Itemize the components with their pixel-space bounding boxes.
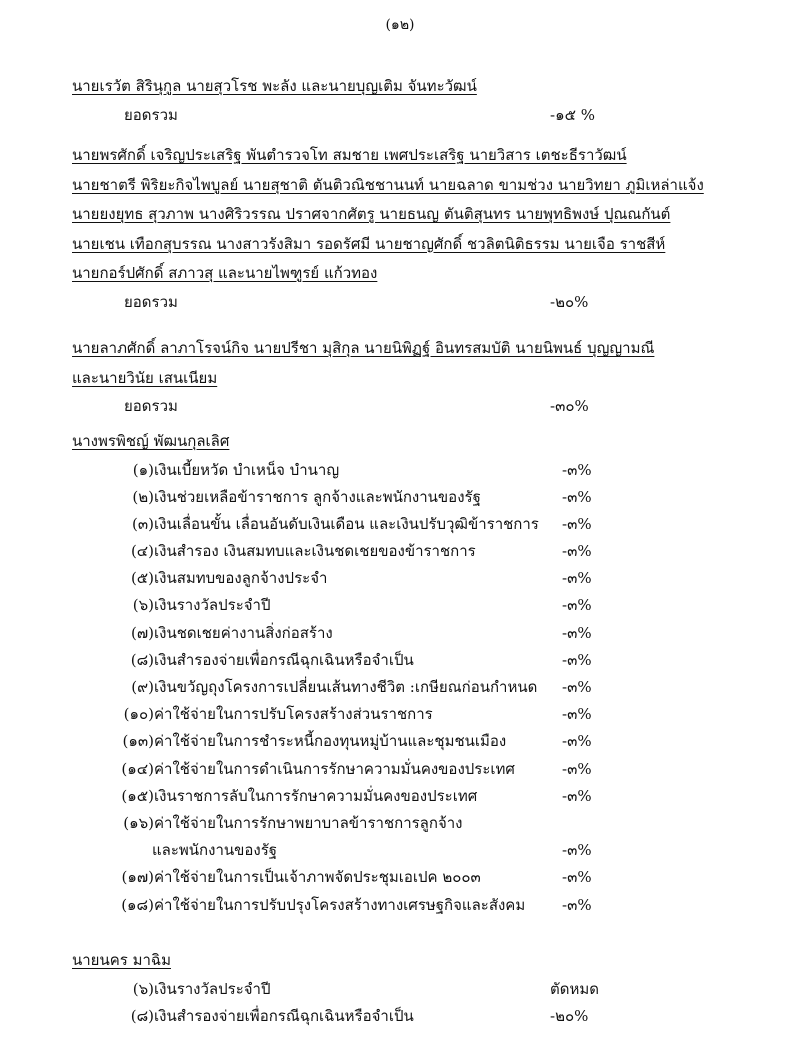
item-text: เงินสำรองจ่ายเพื่อกรณีฉุกเฉินหรือจำเป็น	[154, 1006, 414, 1025]
person-5-section	[72, 946, 672, 1030]
item-text: ค่าใช้จ่ายในการชำระหนี้กองทุนหมู่บ้านและชุมชนเมือง	[154, 732, 507, 751]
item-number: (๕)	[130, 569, 154, 588]
item-value: -๓%	[562, 542, 592, 561]
budget-item	[72, 864, 672, 891]
budget-item	[72, 674, 672, 701]
item-value: -๓%	[562, 705, 592, 724]
budget-item	[72, 783, 672, 810]
total-label: ยอดรวม	[124, 397, 178, 415]
item-value: -๓%	[562, 868, 592, 887]
total-value: -๑๕ %	[550, 105, 595, 124]
item-number: (๑)	[132, 460, 154, 479]
item-value: -๓%	[562, 650, 592, 669]
budget-item	[72, 728, 672, 755]
name-line: นายกอร์ปศักดิ์ สภาวสุ และนายไพฑูรย์ แก้วทอง	[72, 264, 378, 282]
item-number: (๑๘)	[121, 895, 154, 914]
item-value: -๓%	[562, 569, 592, 588]
name-line: นายชาตรี พิริยะกิจไพบูลย์ นายสุชาติ ตันติวณิชชานนท์ นายฉลาด ขามช่วง นายวิทยา ภูมิเหล่าแจ้ง	[72, 175, 704, 194]
budget-item	[72, 810, 672, 837]
budget-item	[72, 620, 672, 647]
item-value: ตัดหมด	[550, 979, 599, 998]
item-text: เงินขวัญถุงโครงการเปลี่ยนเส้นทางชีวิต :เกษียณก่อนกำหนด	[154, 678, 538, 696]
item-text: ค่าใช้จ่ายในการเป็นเจ้าภาพจัดประชุมเอเปค ๒๐๐๓	[154, 868, 481, 887]
item-text: ค่าใช้จ่ายในการดำเนินการรักษาความมั่นคงของประเทศ	[154, 759, 515, 778]
group-2	[72, 141, 704, 316]
item-text: เงินชดเชยค่างานสิ่งก่อสร้าง	[154, 623, 333, 642]
name-line: นายเชน เทือกสุบรรณ นางสาวรังสิมา รอดรัศมี นายชาญศักดิ์ ชวลิตนิติธรรม นายเจือ ราชสีห์	[72, 234, 666, 253]
item-value: -๓%	[562, 596, 592, 615]
group-1-names	[72, 72, 672, 102]
budget-item-continuation	[72, 837, 672, 864]
item-value: -๒๐%	[550, 1006, 589, 1025]
item-value: -๓%	[562, 460, 592, 479]
budget-item	[72, 976, 672, 1003]
item-text: เงินสมทบของลูกจ้างประจำ	[154, 569, 328, 588]
budget-item	[72, 892, 672, 919]
item-number: (๗)	[131, 623, 154, 642]
item-number: (๑๓)	[122, 732, 154, 751]
item-text: เงินรางวัลประจำปี	[154, 596, 271, 615]
item-text: เงินสำรอง เงินสมทบและเงินชดเชยของข้าราชการ	[154, 542, 476, 561]
budget-item	[72, 592, 672, 619]
item-value: -๓%	[562, 678, 592, 696]
name-line: และนายวินัย เสนเนียม	[72, 368, 218, 387]
total-label: ยอดรวม	[124, 292, 178, 311]
group-3-total-row	[72, 393, 672, 420]
budget-item	[72, 701, 672, 728]
item-value: -๓%	[562, 732, 592, 751]
group-1	[72, 72, 672, 129]
group-1-total-row	[72, 102, 672, 129]
group-3-names	[72, 334, 672, 393]
item-number: (๒)	[132, 487, 154, 506]
item-number: (๔)	[130, 542, 154, 561]
item-value: -๓%	[562, 786, 592, 805]
item-number: (๘)	[130, 650, 154, 669]
budget-item	[72, 538, 672, 565]
item-value: -๓%	[562, 487, 592, 506]
item-text: เงินรางวัลประจำปี	[154, 979, 271, 998]
group-3	[72, 334, 672, 420]
name-line: นายยงยุทธ สุวภาพ นางศิริวรรณ ปราศจากศัตรู นายธนญ ตันติสุนทร นายพุทธิพงษ์ ปุณณกันต์	[72, 205, 671, 223]
item-number: (๑๐)	[123, 705, 154, 724]
item-number: (๙)	[131, 678, 154, 696]
item-number: (๑๗)	[121, 868, 154, 887]
total-value: -๒๐%	[550, 292, 589, 311]
item-value: -๓%	[562, 514, 592, 533]
item-text: เงินสำรองจ่ายเพื่อกรณีฉุกเฉินหรือจำเป็น	[154, 650, 414, 669]
budget-item	[72, 457, 672, 484]
person-4-names	[72, 427, 672, 457]
item-number: (๖)	[132, 979, 154, 998]
item-text: เงินเลื่อนขั้น เลื่อนอันดับเงินเดือน และเงินปรับวุฒิข้าราชการ	[154, 514, 539, 533]
page-number: (๑๒)	[385, 17, 415, 33]
person-name: นายนคร มาฉิม	[72, 951, 171, 969]
item-number: (๘)	[130, 1006, 154, 1025]
item-text: เงินช่วยเหลือข้าราชการ ลูกจ้างและพนักงานของรัฐ	[154, 487, 481, 506]
item-value: -๓%	[562, 895, 592, 914]
person-name: นางพรพิชญ์ พัฒนกุลเลิศ	[72, 432, 230, 450]
item-value: -๓%	[562, 623, 592, 642]
item-text: ค่าใช้จ่ายในการปรับปรุงโครงสร้างทางเศรษฐกิจและสังคม	[154, 895, 526, 914]
item-number: (๖)	[132, 596, 154, 615]
budget-item	[72, 1003, 672, 1030]
budget-item	[72, 511, 672, 538]
item-text: ค่าใช้จ่ายในการรักษาพยาบาลข้าราชการลูกจ้าง	[154, 813, 463, 832]
item-number: (๑๖)	[123, 813, 154, 832]
name-line: นายลาภศักดิ์ ลาภาโรจน์กิจ นายปรีชา มุสิกุล นายนิพิฏฐ์ อินทรสมบัติ นายนิพนธ์ บุญญามณี	[72, 339, 655, 357]
name-line: นายพรศักดิ์ เจริญประเสริฐ พันตำรวจโท สมชาย เพศประเสริฐ นายวิสาร เตชะธีราวัฒน์	[72, 146, 627, 164]
item-text: เงินเบี้ยหวัด บำเหน็จ บำนาญ	[154, 460, 340, 479]
budget-item	[72, 565, 672, 592]
name-line: นายเรวัต สิรินุกูล นายสุวโรช พะลัง และนายบุญเติม จันทะวัฒน์	[72, 77, 477, 95]
group-2-names	[72, 141, 704, 289]
person-4-section	[72, 427, 672, 919]
group-2-total-row	[72, 289, 672, 316]
total-label: ยอดรวม	[124, 105, 178, 124]
item-text: และพนักงานของรัฐ	[152, 841, 278, 860]
budget-item	[72, 756, 672, 783]
budget-item	[72, 647, 672, 674]
item-text: เงินราชการลับในการรักษาความมั่นคงของประเทศ	[154, 786, 478, 805]
item-number: (๓)	[132, 514, 154, 533]
person-5-names	[72, 946, 672, 976]
item-number: (๑๔)	[121, 759, 154, 778]
item-number: (๑๕)	[121, 786, 154, 805]
item-value: -๓%	[562, 841, 592, 860]
item-text: ค่าใช้จ่ายในการปรับโครงสร้างส่วนราชการ	[154, 705, 433, 724]
total-value: -๓๐%	[550, 397, 589, 415]
item-value: -๓%	[562, 759, 592, 778]
budget-item	[72, 484, 672, 511]
